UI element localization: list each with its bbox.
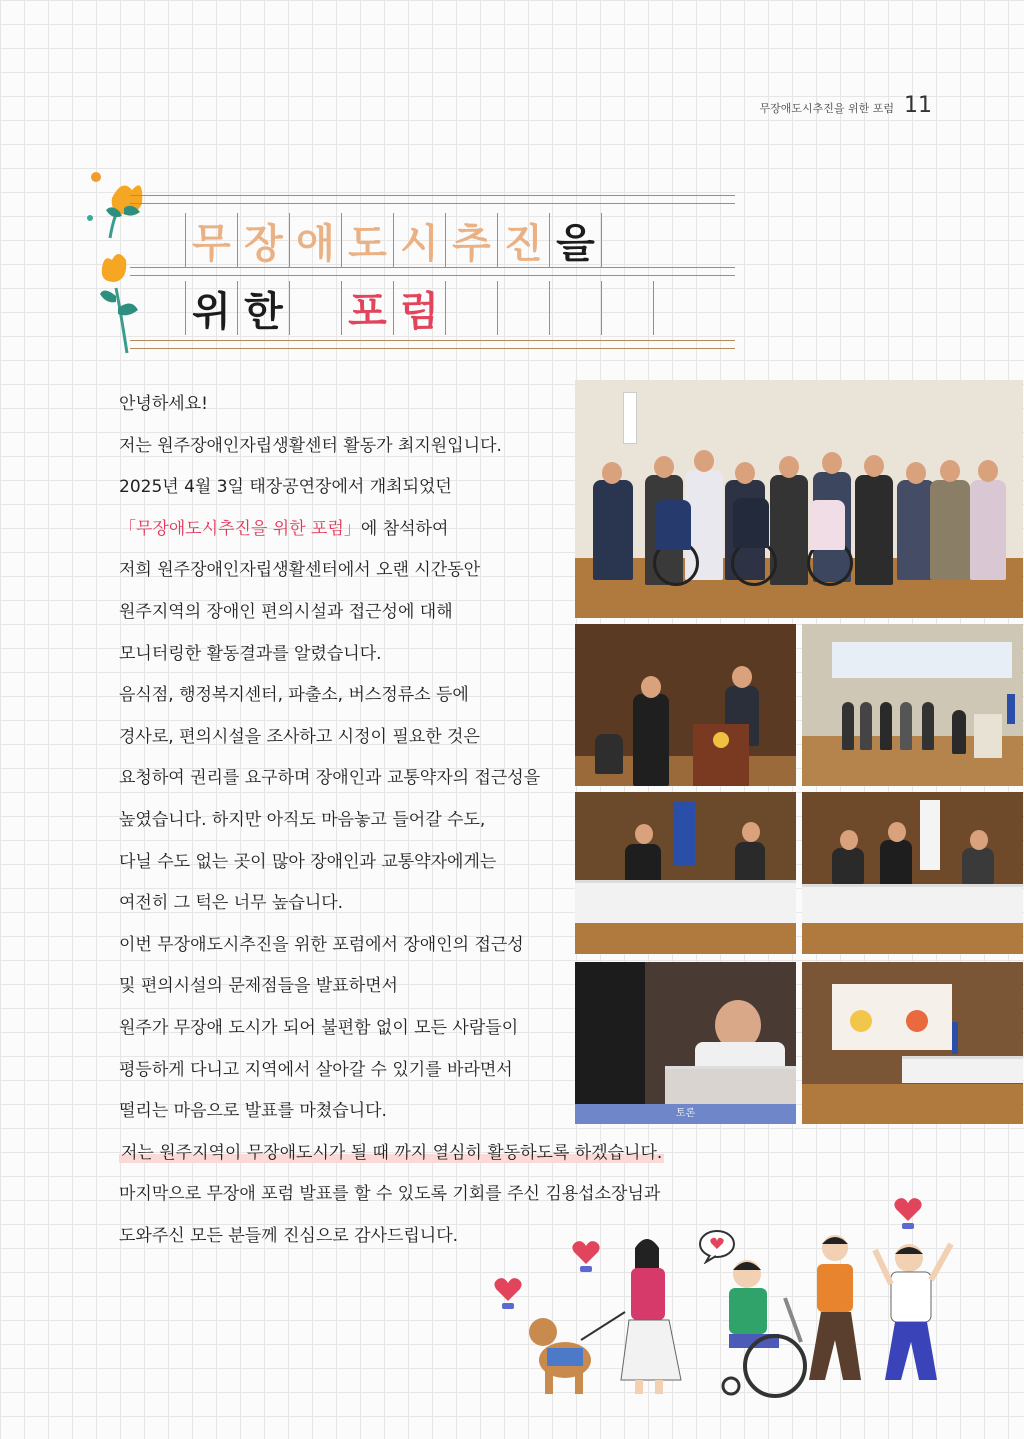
title-char: 위 (185, 281, 237, 335)
body-line: 평등하게 다니고 지역에서 살아갈 수 있기를 바라면서 (119, 1059, 513, 1080)
heart-icon (892, 1195, 924, 1231)
body-line: 음식점, 행정복지센터, 파출소, 버스정류소 등에 (119, 685, 469, 706)
body-line (119, 1133, 719, 1175)
title-char (601, 281, 654, 335)
title-char: 시 (393, 213, 445, 267)
body-line: 이번 무장애도시추진을 위한 포럼에서 장애인의 접근성 (119, 934, 524, 955)
body-line: 요청하여 권리를 요구하며 장애인과 교통약자의 접근성을 (119, 768, 541, 789)
body-line: 경사로, 편의시설을 조사하고 시정이 필요한 것은 (119, 726, 480, 747)
title-grid (130, 195, 735, 355)
title-char: 장 (237, 213, 289, 267)
body-line: 떨리는 마음으로 발표를 마쳤습니다. (119, 1101, 387, 1122)
title-char: 한 (237, 281, 289, 335)
stage-photo (802, 624, 1023, 786)
group-photo (575, 380, 1023, 618)
title-char: 포 (341, 281, 393, 335)
body-line: 2025년 4월 3일 태장공연장에서 개최되었던 (119, 477, 452, 498)
presentation-photo (802, 962, 1023, 1124)
body-line: 저는 원주장애인자립생활센터 활동가 최지원입니다. (119, 435, 502, 456)
title-char (549, 281, 601, 335)
people-illustration (525, 1230, 965, 1405)
panel-label: 토론 (575, 1104, 796, 1124)
body-line: 원주가 무장애 도시가 되어 불편함 없이 모든 사람들이 (119, 1017, 519, 1038)
body-line-rest: 에 참석하여 (360, 518, 449, 539)
closing-highlight: 저는 원주지역이 무장애도시가 될 때 까지 열심히 활동하도록 하겠습니다. (121, 1142, 663, 1163)
body-line: 다닐 수도 없는 곳이 많아 장애인과 교통약자에게는 (119, 851, 497, 872)
body-line: 도와주신 모든 분들께 진심으로 감사드립니다. (119, 1225, 459, 1246)
title-char: 도 (341, 213, 393, 267)
title-char: 무 (185, 213, 237, 267)
title-row-2 (185, 281, 654, 335)
body-line: 원주지역의 장애인 편의시설과 접근성에 대해 (119, 601, 453, 622)
title-char: 애 (289, 213, 341, 267)
body-line: 모니터링한 활동결과를 알렸습니다. (119, 643, 382, 664)
running-title: 무장애도시추진을 위한 포럼 (759, 102, 894, 115)
panel-photo-right (802, 792, 1023, 954)
title-char (497, 281, 549, 335)
body-line: 및 편의시설의 문제점들을 발표하면서 (119, 976, 398, 997)
body-line: 안녕하세요! (119, 394, 208, 414)
title-char: 럼 (393, 281, 445, 335)
body-line: 마지막으로 무장애 포럼 발표를 할 수 있도록 기회를 주신 김용섭소장님과 (119, 1184, 661, 1205)
title-row-1 (185, 213, 602, 267)
title-char: 진 (497, 213, 549, 267)
title-char (445, 281, 497, 335)
body-line: 여전히 그 턱은 너무 높습니다. (119, 893, 344, 914)
running-header (759, 93, 932, 118)
forum-title-highlight: 「무장애도시추진을 위한 포럼」 (119, 518, 361, 539)
heart-icon (492, 1275, 524, 1311)
panel-photo-left (575, 792, 796, 954)
podium-photo (575, 624, 796, 786)
title-char: 추 (445, 213, 497, 267)
presenter-photo (575, 962, 796, 1124)
title-char: 을 (549, 213, 602, 267)
page-number: 11 (904, 93, 932, 118)
body-line: 높였습니다. 하지만 아직도 마음놓고 들어갈 수도, (119, 809, 486, 830)
body-line: 저희 원주장애인자립생활센터에서 오랜 시간동안 (119, 560, 481, 581)
title-char (289, 281, 341, 335)
